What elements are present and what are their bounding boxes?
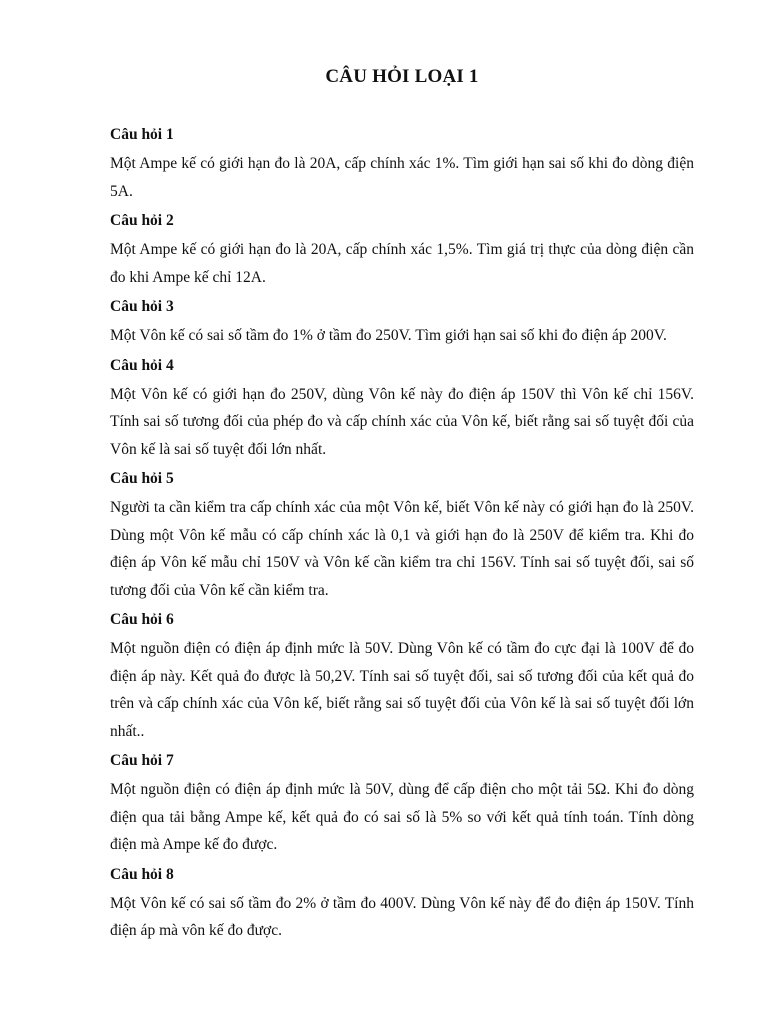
question-4 xyxy=(110,356,694,464)
question-heading: Câu hỏi 7 xyxy=(110,752,174,769)
question-text: Một Vôn kế có sai số tầm đo 2% ở tầm đo 400V. Dùng Vôn kế này để đo điện áp 150V. Tính điện áp mà vôn kế đo được. xyxy=(110,894,694,939)
question-6 xyxy=(110,610,694,745)
question-text: Một Ampe kế có giới hạn đo là 20A, cấp chính xác 1%. Tìm giới hạn sai số khi đo dòng điện 5A. xyxy=(110,155,694,200)
question-text: Một Vôn kế có giới hạn đo 250V, dùng Vôn kế này đo điện áp 150V thì Vôn kế chỉ 156V. Tính sai số tương đối của phép đo và cấp chính xác của Vôn kế, biết rằng sai số tuyệt đối của Vôn kế là sai số tuyệt đối lớn nhất. xyxy=(110,385,694,458)
question-heading: Câu hỏi 6 xyxy=(110,611,174,628)
question-heading: Câu hỏi 2 xyxy=(110,212,174,229)
question-text: Một Vôn kế có sai số tầm đo 1% ở tầm đo 250V. Tìm giới hạn sai số khi đo điện áp 200V. xyxy=(110,327,667,344)
question-heading: Câu hỏi 5 xyxy=(110,470,174,487)
page-title: CÂU HỎI LOẠI 1 xyxy=(325,66,479,87)
question-8 xyxy=(110,865,694,945)
question-text: Một nguồn điện có điện áp định mức là 50V, dùng để cấp điện cho một tải 5Ω. Khi đo dòng điện qua tải bằng Ampe kế, kết quả đo có sai số là 5% so với kết quả tính toán. Tính dòng điện mà Ampe kế đo được. xyxy=(110,781,694,853)
question-5 xyxy=(110,469,694,604)
question-1 xyxy=(110,125,694,205)
question-text: Một nguồn điện có điện áp định mức là 50V. Dùng Vôn kế có tầm đo cực đại là 100V để đo điện áp này. Kết quả đo được là 50,2V. Tính sai số tuyệt đối, sai số tương đối của kết quả đo trên và cấp chính xác của Vôn kế, biết rằng sai số tuyệt đối của Vôn kế là sai số tuyệt đối lớn nhất.. xyxy=(110,640,694,740)
question-heading: Câu hỏi 4 xyxy=(110,356,174,374)
question-2 xyxy=(110,211,694,291)
question-heading: Câu hỏi 3 xyxy=(110,298,174,315)
question-heading: Câu hỏi 8 xyxy=(110,865,174,883)
document-page xyxy=(110,66,694,951)
question-heading: Câu hỏi 1 xyxy=(110,126,174,143)
question-text: Người ta cần kiểm tra cấp chính xác của một Vôn kế, biết Vôn kế này có giới hạn đo là 250V. Dùng một Vôn kế mẫu có cấp chính xác là 0,1 và giới hạn đo là 250V để kiểm tra. Khi đo điện áp Vôn kế mẫu chỉ 150V và Vôn kế cần kiểm tra chỉ 156V. Tính sai số tuyệt đối, sai số tương đối của Vôn kế cần kiểm tra. xyxy=(110,499,694,599)
question-text: Một Ampe kế có giới hạn đo là 20A, cấp chính xác 1,5%. Tìm giá trị thực của dòng điện cần đo khi Ampe kế chỉ 12A. xyxy=(110,241,694,286)
question-3 xyxy=(110,297,694,350)
question-7 xyxy=(110,751,694,859)
